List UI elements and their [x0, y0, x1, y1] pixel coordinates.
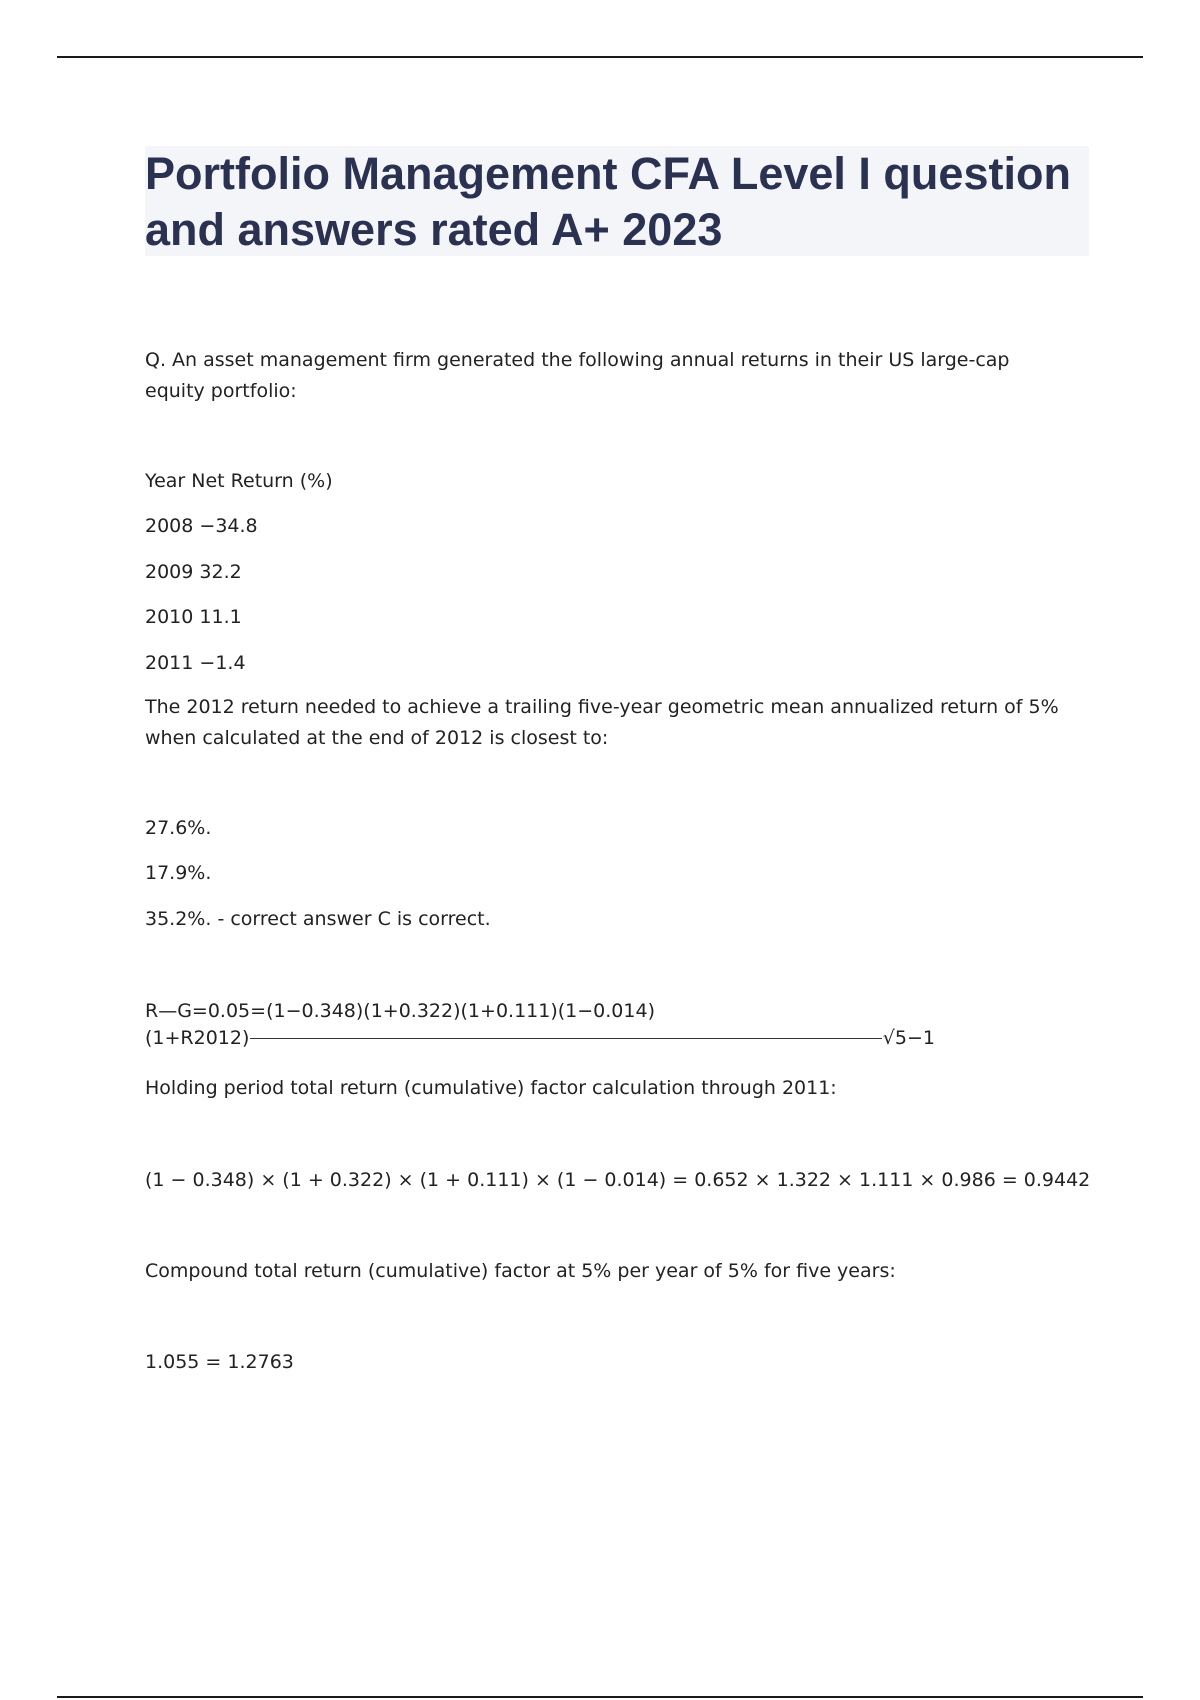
answer-option: 27.6%. — [145, 817, 212, 839]
table-header: Year Net Return (%) — [145, 470, 333, 492]
question-text: Q. An asset management firm generated the following annual returns in their US large-cap equity portfolio: — [145, 349, 1010, 402]
table-row: 2008 −34.8 — [145, 515, 258, 537]
formula-denominator: (1+R2012) — [145, 1027, 250, 1049]
header-rule — [57, 56, 1143, 58]
compound-calc: 1.055 = 1.2763 — [145, 1351, 294, 1373]
formula-root: √5−1 — [882, 1027, 935, 1049]
formula-numerator: R—G=0.05=(1−0.348)(1+0.322)(1+0.111)(1−0.014) — [145, 1000, 655, 1022]
footer-rule — [57, 1696, 1143, 1698]
table-row: 2009 32.2 — [145, 561, 242, 583]
question-prompt: The 2012 return needed to achieve a trailing five-year geometric mean annualized return of 5% when calculated at the end of 2012 is closest to: — [145, 696, 1059, 749]
answer-option-correct: 35.2%. - correct answer C is correct. — [145, 908, 491, 930]
formula-fraction — [145, 1027, 935, 1049]
table-row: 2010 11.1 — [145, 606, 242, 628]
document-title: Portfolio Management CFA Level I question and answers rated A+ 2023 — [145, 148, 1071, 255]
holding-period-label: Holding period total return (cumulative) factor calculation through 2011: — [145, 1077, 837, 1099]
table-row: 2011 −1.4 — [145, 652, 246, 674]
fraction-bar — [250, 1038, 881, 1039]
answer-option: 17.9%. — [145, 862, 212, 884]
holding-period-calc: (1 − 0.348) × (1 + 0.322) × (1 + 0.111) × (1 − 0.014) = 0.652 × 1.322 × 1.111 × 0.986 = 0.9442 — [145, 1169, 1091, 1191]
compound-label: Compound total return (cumulative) factor at 5% per year of 5% for five years: — [145, 1260, 896, 1282]
